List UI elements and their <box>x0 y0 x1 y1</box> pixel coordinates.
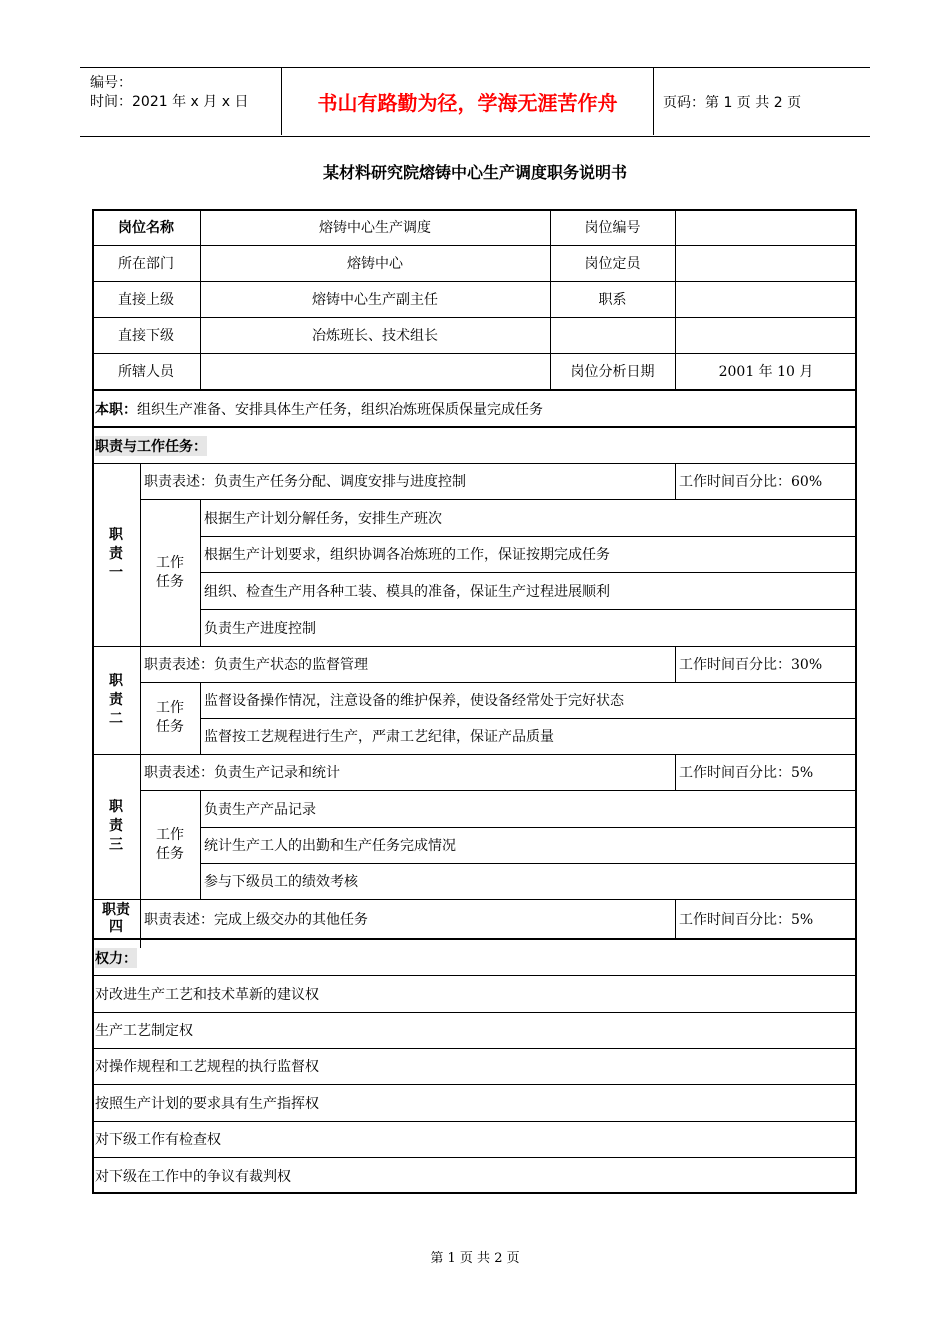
page-footer: 第 1 页 共 2 页 <box>430 1251 520 1266</box>
document-title: 某材料研究院熔铸中心生产调度职务说明书 <box>322 163 627 182</box>
time-label: 时间：2021 年 x 月 x 日 <box>90 94 249 110</box>
duty-1-task-label: 工作任务 <box>156 554 184 590</box>
header-motto: 书山有路勤为径，学海无涯苦作舟 <box>281 68 654 135</box>
duty-3-task-3: 参与下级员工的绩效考核 <box>204 874 358 890</box>
number-label: 编号： <box>90 75 132 91</box>
duty-1-task-4: 负责生产进度控制 <box>204 620 316 637</box>
core-duty-row <box>92 391 857 426</box>
duty-1-desc: 职责表述：负责生产任务分配、调度安排与进度控制 <box>144 474 466 490</box>
analysis-date-value: 2001 年 10 月 <box>718 364 814 380</box>
duty-4-name-text: 职责四 <box>102 901 130 935</box>
right-item-4: 按照生产计划的要求具有生产指挥权 <box>95 1095 319 1112</box>
duties-header <box>92 428 857 463</box>
right-item-3: 对操作规程和工艺规程的执行监督权 <box>95 1059 319 1075</box>
job-family-value <box>675 281 857 317</box>
duty-3-pct: 工作时间百分比：5% <box>679 765 814 781</box>
duty-2-task-2: 监督按工艺规程进行生产，严肃工艺纪律，保证产品质量 <box>204 729 554 745</box>
right-item-1: 对改进生产工艺和技术革新的建议权 <box>95 987 319 1003</box>
duty-3-desc: 职责表述：负责生产记录和统计 <box>144 765 340 781</box>
duty-1-task-3: 组织、检查生产用各种工装、模具的准备，保证生产过程进展顺利 <box>204 583 610 600</box>
headcount-value <box>675 245 857 281</box>
supervisor-label: 直接上级 <box>118 292 174 308</box>
rights-header-label: 权力： <box>95 948 137 968</box>
duty-2-task-1: 监督设备操作情况，注意设备的维护保养，使设备经常处于完好状态 <box>204 693 624 709</box>
duty-4-name <box>92 899 140 938</box>
row4-extra-label <box>550 317 675 353</box>
duty-1-pct: 工作时间百分比：60% <box>679 474 823 490</box>
supervisor-value: 熔铸中心生产副主任 <box>312 292 438 308</box>
document-header <box>80 67 870 137</box>
staff-value <box>200 353 550 389</box>
position-name-value: 熔铸中心生产调度 <box>319 220 431 236</box>
position-name-label: 岗位名称 <box>118 220 174 236</box>
subordinates-label: 直接下级 <box>118 328 174 344</box>
duty-2-task-label: 工作任务 <box>156 700 184 735</box>
department-value: 熔铸中心 <box>347 256 403 272</box>
right-item-5: 对下级工作有检查权 <box>95 1132 221 1148</box>
duty-3-task-1: 负责生产产品记录 <box>204 801 316 818</box>
right-item-2: 生产工艺制定权 <box>95 1023 193 1039</box>
right-item-6: 对下级在工作中的争议有裁判权 <box>95 1168 291 1185</box>
page-number-label: 页码：第 1 页 共 2 页 <box>663 95 802 111</box>
duty-3-name <box>92 754 140 899</box>
duty-4-desc: 职责表述：完成上级交办的其他任务 <box>144 911 368 928</box>
row4-extra-value <box>675 317 857 353</box>
duty-3-task-label: 工作任务 <box>156 826 184 862</box>
analysis-date-label: 岗位分析日期 <box>570 364 655 380</box>
rights-header <box>92 940 857 975</box>
duty-1-task-1: 根据生产计划分解任务，安排生产班次 <box>204 510 442 527</box>
core-duty-label: 本职： <box>95 401 137 418</box>
position-code-label: 岗位编号 <box>584 220 641 236</box>
position-code-value <box>675 209 857 245</box>
duty-2-pct: 工作时间百分比：30% <box>679 657 823 673</box>
duty-1-task-2: 根据生产计划要求，组织协调各冶炼班的工作，保证按期完成任务 <box>204 547 610 563</box>
duty-2-name-text: 职责二 <box>109 672 123 727</box>
duty-2-name <box>92 646 140 754</box>
duty-3-name-text: 职责三 <box>109 799 123 853</box>
header-meta <box>80 68 281 136</box>
core-duty-text: 组织生产准备、安排具体生产任务，组织冶炼班保质保量完成任务 <box>137 401 543 418</box>
department-label: 所在部门 <box>118 256 174 272</box>
duty-1-name-text: 职责一 <box>109 527 123 581</box>
staff-label: 所辖人员 <box>118 364 174 380</box>
subordinates-value: 冶炼班长、技术组长 <box>312 328 438 344</box>
duty-4-pct: 工作时间百分比：5% <box>679 911 814 928</box>
duty-3-task-2: 统计生产工人的出勤和生产任务完成情况 <box>204 838 456 854</box>
duty-2-desc: 职责表述：负责生产状态的监督管理 <box>144 657 368 673</box>
headcount-label: 岗位定员 <box>584 256 641 272</box>
job-description-table <box>92 209 857 1194</box>
duty-1-name <box>92 463 140 646</box>
job-family-label: 职系 <box>598 292 627 308</box>
duties-header-label: 职责与工作任务： <box>95 436 207 456</box>
